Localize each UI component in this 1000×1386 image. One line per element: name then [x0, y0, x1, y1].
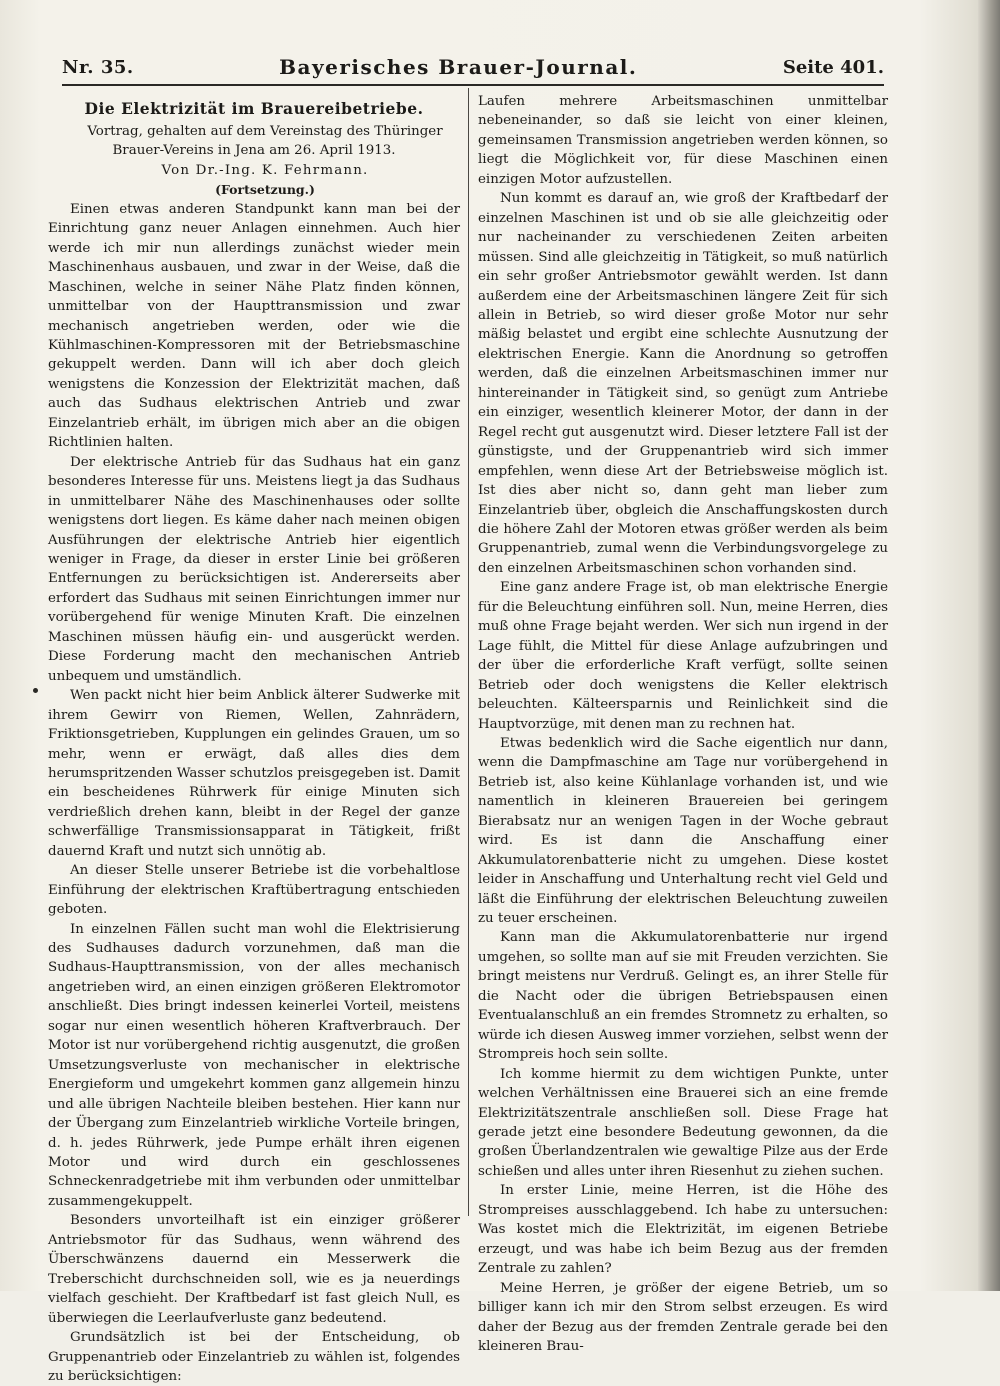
- paragraph: Besonders unvorteilhaft ist ein einziger größerer Antriebsmotor für das Sudhaus, wenn während des Überschwänzens dauernd ein Messerwerk die Treberschicht durchschneiden soll, wie es ja neuerdings vielfach geschieht. Der Kraftbedarf ist fast gleich Null, es überwiegen die Leerlaufverluste ganz bedeutend.: [48, 1213, 460, 1326]
- article-subtitle: Vortrag, gehalten auf dem Vereinstag des Thüringer Brauer-Vereins in Jena am 26. April 1913.: [87, 124, 443, 159]
- issue-number: Nr. 35.: [62, 56, 134, 78]
- paragraph: In einzelnen Fällen sucht man wohl die Elektrisierung des Sudhauses dadurch vorzunehmen, daß man die Sudhaus-Haupttransmission, von der alles mechanisch angetrieben wird, an einen einzigen größeren Elektromotor anschließt. Dies bringt indessen keinerlei Vorteil, meistens sogar nur einen wesentlich höheren Kraftverbrauch. Der Motor ist nur vorübergehend richtig ausgenutzt, die großen Umsetzungsverluste von mechanischer in elektrische Energieform und umgekehrt kommen ganz allgemein hinzu und alle übrigen Nachteile bleiben bestehen. Hier kann nur der Übergang zum Einzelantrieb wirkliche Vorteile bringen, d. h. jedes Rührwerk, jede Pumpe erhält ihren eigenen Motor und wird durch ein geschlossenes Schneckenradgetriebe mit ihm verbunden oder unmittelbar zusammengekuppelt.: [48, 921, 460, 1209]
- right-column: [478, 92, 888, 1356]
- paragraph: Kann man die Akkumulatorenbatterie nur irgend umgehen, so sollte man auf sie mit Freuden verzichten. Sie bringt meistens nur Verdruß. Gelingt es, an ihrer Stelle für die Nacht oder die übrigen Betriebspausen einen Eventualanschluß an ein fremdes Stromnetz zu erhalten, so würde ich diesen Ausweg immer vorziehen, selbst wenn der Strompreis hoch sein sollte.: [478, 930, 888, 1063]
- paragraph: Wen packt nicht hier beim Anblick älterer Sudwerke mit ihrem Gewirr von Riemen, Wellen, Zahnrädern, Friktionsgetrieben, Kupplungen ein gelindes Grauen, um so mehr, wenn er erwägt, daß alles dies dem herumspritzenden Wasser schutzlos preisgegeben ist. Damit ein bescheidenes Rührwerk für einige Minuten sich verdrießlich drehen kann, bleibt in der Regel der ganze schwerfällige Transmissionsapparat in Tätigkeit, frißt dauernd Kraft und nutzt sich unnötig ab.: [48, 688, 460, 859]
- column-divider: [468, 88, 469, 1216]
- paragraph: Etwas bedenklich wird die Sache eigentlich nur dann, wenn die Dampfmaschine am Tage nur vorübergehend in Betrieb ist, also keine Kühlanlage vorhanden ist, und wie namentlich in kleineren Brauereien bei geringem Bierabsatz nur an wenigen Tagen in der Woche gebraut wird. Es ist dann die Anschaffung einer Akkumulatorenbatterie nicht zu umgehen. Diese kostet leider in Anschaffung und Unterhaltung recht viel Geld und läßt die Einführung der elektrischen Beleuchtung zuweilen zu teuer erscheinen.: [478, 735, 888, 927]
- paragraph: Ich komme hiermit zu dem wichtigen Punkte, unter welchen Verhältnissen eine Brauerei sich an eine fremde Elektrizitätszentrale anschließen soll. Diese Frage hat gerade jetzt eine besondere Bedeutung gewonnen, da die großen Überlandzentralen wie gewaltige Pilze aus der Erde schießen und alles unter ihren Riesenhut zu ziehen suchen.: [478, 1066, 888, 1179]
- paragraph: Eine ganz andere Frage ist, ob man elektrische Energie für die Beleuchtung einführen soll. Nun, meine Herren, dies muß ohne Frage bejaht werden. Wer sich nun irgend in der Lage fühlt, die Mittel für diese Anlage aufzubringen und der über die erforderliche Kraft verfügt, sollte seinen Betrieb oder doch wenigstens die Keller elektrisch beleuchten. Kälteersparnis und Reinlichkeit sind die Hauptvorzüge, mit denen man zu rechnen hat.: [478, 580, 889, 732]
- page-header: [62, 50, 884, 86]
- paragraph: In erster Linie, meine Herren, ist die Höhe des Strompreises ausschlaggebend. Ich habe zu untersuchen: Was kostet mich die Elektrizität, im eigenen Betriebe erzeugt, und was habe ich beim Bezug aus der fremden Zentrale zu zahlen?: [478, 1183, 888, 1277]
- paragraph: Nun kommt es darauf an, wie groß der Kraftbedarf der einzelnen Maschinen ist und ob sie alle gleichzeitig oder nur nacheinander zu verschiedenen Zeiten arbeiten müssen. Sind alle gleichzeitig in Tätigkeit, so muß natürlich ein sehr großer Antriebsmotor gewählt werden. Ist dann außerdem eine der Arbeitsmaschinen längere Zeit für sich allein in Betrieb, so wird dieser große Motor nur sehr mäßig belastet und ergibt eine schlechte Ausnutzung der elektrischen Energie. Kann die Anordnung so getroffen werden, daß die einzelnen Arbeitsmaschinen immer nur hintereinander in Tätigkeit sind, so genügt zum Antriebe ein einziger, wesentlich kleinerer Motor, der dann in der Regel recht gut ausgenutzt wird. Dieser letztere Fall ist der günstigste, und der Gruppenantrieb wird sich immer empfehlen, wenn diese Art der Betriebsweise möglich ist. Ist dies aber nicht so, dann geht man lieber zum Einzelantrieb über, obgleich die Anschaffungskosten durch die höhere Zahl der Motoren etwas größer werden als beim Gruppenantrieb, zumal wenn die Verbindungsvorgelege zu den einzelnen Arbeitsmaschinen schon vorhanden sind.: [478, 191, 888, 576]
- article-author: Von Dr.-Ing. K. Fehrmann.: [161, 162, 369, 178]
- article-title: Die Elektrizität im Brauereibetriebe.: [84, 99, 424, 118]
- paragraph: Laufen mehrere Arbeitsmaschinen unmittelbar nebeneinander, so daß sie leicht von einer kleinen, gemeinsamen Transmission angetrieben werden können, so liegt die Möglichkeit vor, für diese Maschinen einen einzigen Motor aufzustellen.: [478, 94, 888, 187]
- paragraph: Einen etwas anderen Standpunkt kann man bei der Einrichtung ganz neuer Anlagen einnehmen. Auch hier werde ich mir nun allerdings zunächst wieder mein Maschinenhaus ausbauen, und zwar in der Weise, daß die Maschinen, welche in seiner Nähe Platz finden können, unmittelbar von der Haupttransmission und zwar mechanisch angetrieben werden, oder wie die Kühlmaschinen-Kompressoren mit der Betriebsmaschine gekuppelt werden. Dann will ich aber doch gleich wenigstens die Konzession der Elektrizität machen, daß auch das Sudhaus elektrischen Antrieb und zwar Einzelantrieb erhält, im übrigen mich aber an die obigen Richtlinien halten.: [48, 201, 460, 451]
- journal-title: Bayerisches Brauer-Journal.: [279, 55, 638, 79]
- continuation-note: (Fortsetzung.): [215, 182, 315, 198]
- paragraph: An dieser Stelle unserer Betriebe ist die vorbehaltlose Einführung der elektrischen Kraftübertragung entschieden geboten.: [48, 863, 460, 918]
- left-column: [48, 92, 460, 1386]
- ink-speck: [33, 688, 38, 693]
- paragraph: Grundsätzlich ist bei der Entscheidung, ob Gruppenantrieb oder Einzelantrieb zu wählen ist, folgendes zu berücksichtigen:: [48, 1330, 460, 1384]
- paragraph: Der elektrische Antrieb für das Sudhaus hat ein ganz besonderes Interesse für uns. Meistens liegt ja das Sudhaus in unmittelbarer Nähe des Maschinenhauses oder sollte wenigstens dort liegen. Es käme daher nach meinen obigen Ausführungen der elektrische Antrieb hier eigentlich weniger in Frage, da dieser in erster Linie bei größeren Entfernungen zu berücksichtigen ist. Andererseits aber erfordert das Sudhaus mit seinen Einrichtungen immer nur vorübergehend für wenige Minuten Kraft. Die einzelnen Maschinen müssen häufig ein- und ausgerückt werden. Diese Forderung macht den mechanischen Antrieb unbequem und umständlich.: [48, 454, 460, 684]
- page-number: Seite 401.: [782, 56, 884, 78]
- page-edge-shadow: [978, 0, 1000, 1291]
- paragraph: Meine Herren, je größer der eigene Betrieb, um so billiger kann ich mir den Strom selbst erzeugen. Es wird daher der Bezug aus der fremden Zentrale gerade bei den kleineren Brau-: [478, 1280, 888, 1354]
